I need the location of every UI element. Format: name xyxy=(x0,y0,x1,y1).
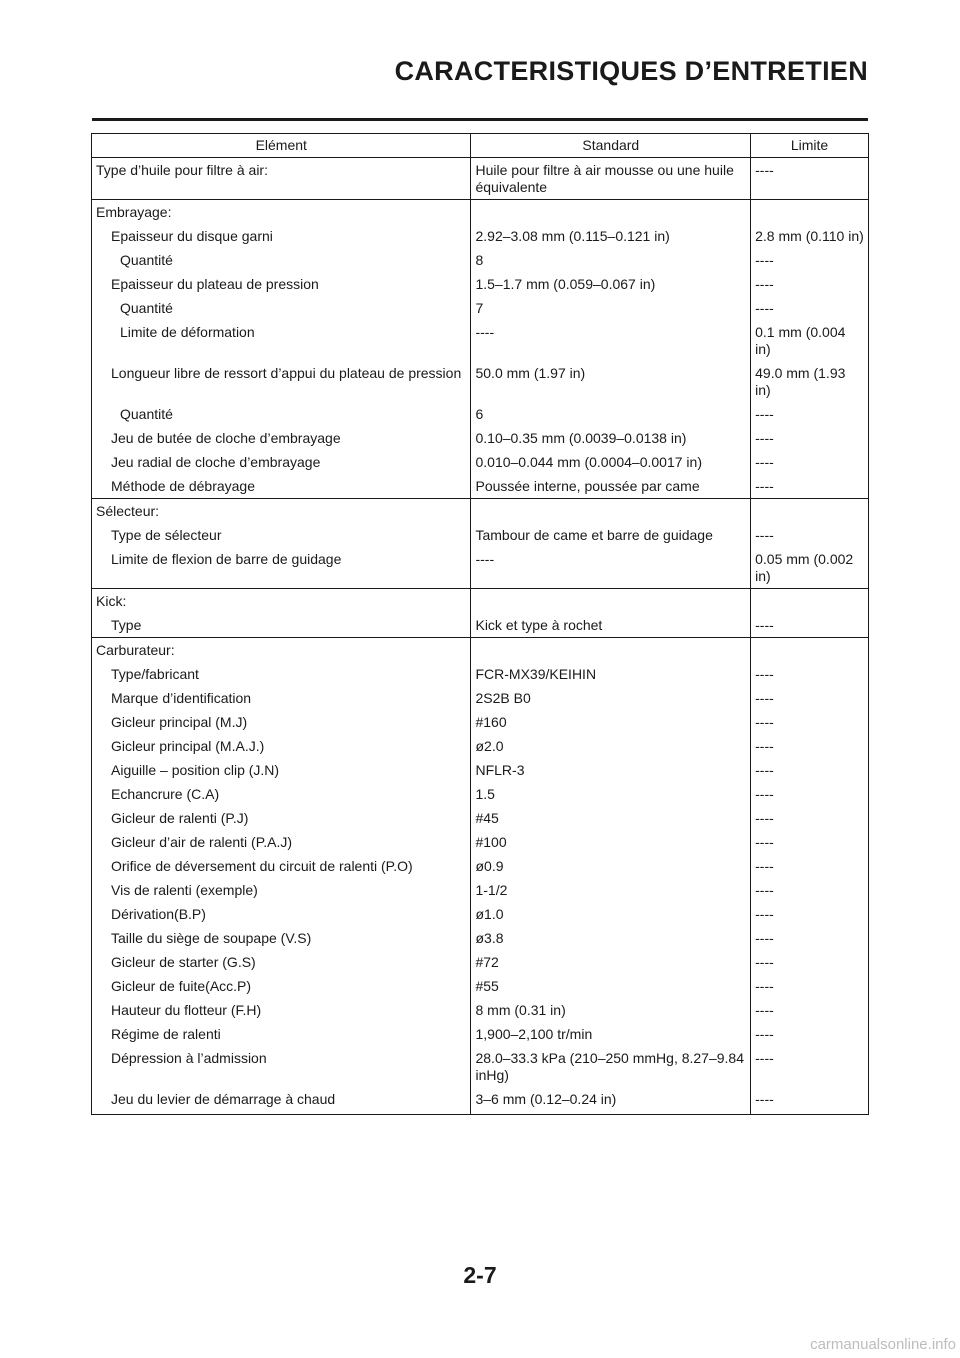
limit-cell: ---- xyxy=(751,1087,869,1114)
element-cell: Gicleur de ralenti (P.J) xyxy=(92,806,471,830)
limit-cell: ---- xyxy=(751,710,869,734)
standard-cell: 2.92–3.08 mm (0.115–0.121 in) xyxy=(471,224,751,248)
table-row xyxy=(92,523,869,547)
limit-cell: ---- xyxy=(751,1046,869,1087)
element-cell: Aiguille – position clip (J.N) xyxy=(92,758,471,782)
standard-cell: ---- xyxy=(471,547,751,589)
standard-cell: 7 xyxy=(471,296,751,320)
element-cell: Type xyxy=(92,613,471,638)
standard-cell: 8 mm (0.31 in) xyxy=(471,998,751,1022)
table-row xyxy=(92,1022,869,1046)
element-cell: Dépression à l’admission xyxy=(92,1046,471,1087)
table-row xyxy=(92,806,869,830)
standard-cell: ø1.0 xyxy=(471,902,751,926)
standard-cell: 28.0–33.3 kPa (210–250 mmHg, 8.27–9.84 inHg) xyxy=(471,1046,751,1087)
table-row xyxy=(92,426,869,450)
element-cell: Quantité xyxy=(92,248,471,272)
page-number: 2-7 xyxy=(463,1262,497,1288)
limit-cell xyxy=(751,638,869,663)
limit-cell: 2.8 mm (0.110 in) xyxy=(751,224,869,248)
table-row xyxy=(92,402,869,426)
standard-cell: Poussée interne, poussée par came xyxy=(471,474,751,499)
limit-cell xyxy=(751,499,869,524)
element-cell: Epaisseur du disque garni xyxy=(92,224,471,248)
table-row xyxy=(92,613,869,638)
table-row xyxy=(92,224,869,248)
watermark: carmanualsonline.info xyxy=(810,1336,956,1353)
limit-cell: ---- xyxy=(751,248,869,272)
standard-cell: Kick et type à rochet xyxy=(471,613,751,638)
table-row xyxy=(92,782,869,806)
limit-cell: ---- xyxy=(751,878,869,902)
standard-cell: 2S2B B0 xyxy=(471,686,751,710)
standard-cell: #100 xyxy=(471,830,751,854)
standard-cell: 1-1/2 xyxy=(471,878,751,902)
limit-cell: ---- xyxy=(751,830,869,854)
table-row xyxy=(92,158,869,200)
element-cell: Gicleur de starter (G.S) xyxy=(92,950,471,974)
table-row xyxy=(92,499,869,524)
table-row xyxy=(92,710,869,734)
limit-cell: ---- xyxy=(751,474,869,499)
element-cell: Type/fabricant xyxy=(92,662,471,686)
element-cell: Marque d’identification xyxy=(92,686,471,710)
limit-cell: 0.1 mm (0.004 in) xyxy=(751,320,869,361)
element-cell: Epaisseur du plateau de pression xyxy=(92,272,471,296)
element-cell: Jeu radial de cloche d’embrayage xyxy=(92,450,471,474)
table-row xyxy=(92,758,869,782)
element-cell: Orifice de déversement du circuit de ralenti (P.O) xyxy=(92,854,471,878)
table-row xyxy=(92,474,869,499)
element-cell: Kick: xyxy=(92,589,471,614)
page-title: CARACTERISTIQUES D’ENTRETIEN xyxy=(394,56,868,86)
standard-cell: ø2.0 xyxy=(471,734,751,758)
element-cell: Taille du siège de soupape (V.S) xyxy=(92,926,471,950)
table-row xyxy=(92,200,869,225)
table-row xyxy=(92,272,869,296)
column-header-element: Elément xyxy=(92,134,471,158)
limit-cell: ---- xyxy=(751,272,869,296)
table-row xyxy=(92,686,869,710)
element-cell: Echancrure (C.A) xyxy=(92,782,471,806)
standard-cell: 50.0 mm (1.97 in) xyxy=(471,361,751,402)
limit-cell: ---- xyxy=(751,734,869,758)
standard-cell: 1.5–1.7 mm (0.059–0.067 in) xyxy=(471,272,751,296)
table-row xyxy=(92,1046,869,1087)
element-cell: Limite de flexion de barre de guidage xyxy=(92,547,471,589)
standard-cell: 1,900–2,100 tr/min xyxy=(471,1022,751,1046)
element-cell: Jeu de butée de cloche d’embrayage xyxy=(92,426,471,450)
element-cell: Hauteur du flotteur (F.H) xyxy=(92,998,471,1022)
limit-cell: ---- xyxy=(751,782,869,806)
table-row xyxy=(92,902,869,926)
limit-cell: ---- xyxy=(751,450,869,474)
limit-cell xyxy=(751,200,869,225)
standard-cell: #45 xyxy=(471,806,751,830)
table-row xyxy=(92,998,869,1022)
table-row xyxy=(92,296,869,320)
element-cell: Quantité xyxy=(92,296,471,320)
standard-cell: ø3.8 xyxy=(471,926,751,950)
spec-table xyxy=(91,133,869,1115)
limit-cell: ---- xyxy=(751,1022,869,1046)
element-cell: Type d’huile pour filtre à air: xyxy=(92,158,471,200)
limit-cell: ---- xyxy=(751,902,869,926)
limit-cell: ---- xyxy=(751,686,869,710)
table-row xyxy=(92,589,869,614)
element-cell: Vis de ralenti (exemple) xyxy=(92,878,471,902)
element-cell: Dérivation(B.P) xyxy=(92,902,471,926)
table-row xyxy=(92,320,869,361)
standard-cell: 0.010–0.044 mm (0.0004–0.0017 in) xyxy=(471,450,751,474)
standard-cell: 3–6 mm (0.12–0.24 in) xyxy=(471,1087,751,1114)
element-cell: Gicleur d’air de ralenti (P.A.J) xyxy=(92,830,471,854)
standard-cell: #55 xyxy=(471,974,751,998)
element-cell: Quantité xyxy=(92,402,471,426)
standard-cell: 1.5 xyxy=(471,782,751,806)
standard-cell: Tambour de came et barre de guidage xyxy=(471,523,751,547)
standard-cell: 0.10–0.35 mm (0.0039–0.0138 in) xyxy=(471,426,751,450)
table-row xyxy=(92,1087,869,1114)
column-header-standard: Standard xyxy=(471,134,751,158)
table-body xyxy=(92,158,869,1115)
standard-cell: ø0.9 xyxy=(471,854,751,878)
limit-cell: ---- xyxy=(751,926,869,950)
limit-cell: ---- xyxy=(751,402,869,426)
limit-cell: ---- xyxy=(751,950,869,974)
limit-cell: ---- xyxy=(751,296,869,320)
standard-cell xyxy=(471,638,751,663)
standard-cell: #72 xyxy=(471,950,751,974)
limit-cell: ---- xyxy=(751,854,869,878)
element-cell: Jeu du levier de démarrage à chaud xyxy=(92,1087,471,1114)
limit-cell: 0.05 mm (0.002 in) xyxy=(751,547,869,589)
table-row xyxy=(92,950,869,974)
table-row xyxy=(92,361,869,402)
standard-cell: 8 xyxy=(471,248,751,272)
table-row xyxy=(92,830,869,854)
limit-cell: ---- xyxy=(751,662,869,686)
column-header-limit: Limite xyxy=(751,134,869,158)
element-cell: Limite de déformation xyxy=(92,320,471,361)
element-cell: Carburateur: xyxy=(92,638,471,663)
limit-cell: 49.0 mm (1.93 in) xyxy=(751,361,869,402)
element-cell: Longueur libre de ressort d’appui du plateau de pression xyxy=(92,361,471,402)
limit-cell: ---- xyxy=(751,613,869,638)
title-divider xyxy=(92,118,868,121)
element-cell: Type de sélecteur xyxy=(92,523,471,547)
limit-cell: ---- xyxy=(751,426,869,450)
element-cell: Sélecteur: xyxy=(92,499,471,524)
standard-cell: NFLR-3 xyxy=(471,758,751,782)
table-header-row xyxy=(92,134,869,158)
element-cell: Méthode de débrayage xyxy=(92,474,471,499)
element-cell: Gicleur principal (M.A.J.) xyxy=(92,734,471,758)
element-cell: Gicleur de fuite(Acc.P) xyxy=(92,974,471,998)
table-row xyxy=(92,854,869,878)
standard-cell: Huile pour filtre à air mousse ou une huile équivalente xyxy=(471,158,751,200)
table-row xyxy=(92,547,869,589)
table-row xyxy=(92,662,869,686)
limit-cell: ---- xyxy=(751,998,869,1022)
limit-cell: ---- xyxy=(751,974,869,998)
standard-cell: FCR-MX39/KEIHIN xyxy=(471,662,751,686)
element-cell: Embrayage: xyxy=(92,200,471,225)
table-row xyxy=(92,734,869,758)
table-row xyxy=(92,878,869,902)
limit-cell: ---- xyxy=(751,158,869,200)
limit-cell: ---- xyxy=(751,523,869,547)
standard-cell xyxy=(471,589,751,614)
table-row xyxy=(92,974,869,998)
element-cell: Gicleur principal (M.J) xyxy=(92,710,471,734)
table-row xyxy=(92,926,869,950)
limit-cell: ---- xyxy=(751,806,869,830)
table-row xyxy=(92,638,869,663)
limit-cell: ---- xyxy=(751,758,869,782)
standard-cell xyxy=(471,200,751,225)
standard-cell xyxy=(471,499,751,524)
element-cell: Régime de ralenti xyxy=(92,1022,471,1046)
limit-cell xyxy=(751,589,869,614)
table-row xyxy=(92,248,869,272)
standard-cell: 6 xyxy=(471,402,751,426)
table-row xyxy=(92,450,869,474)
standard-cell: ---- xyxy=(471,320,751,361)
standard-cell: #160 xyxy=(471,710,751,734)
